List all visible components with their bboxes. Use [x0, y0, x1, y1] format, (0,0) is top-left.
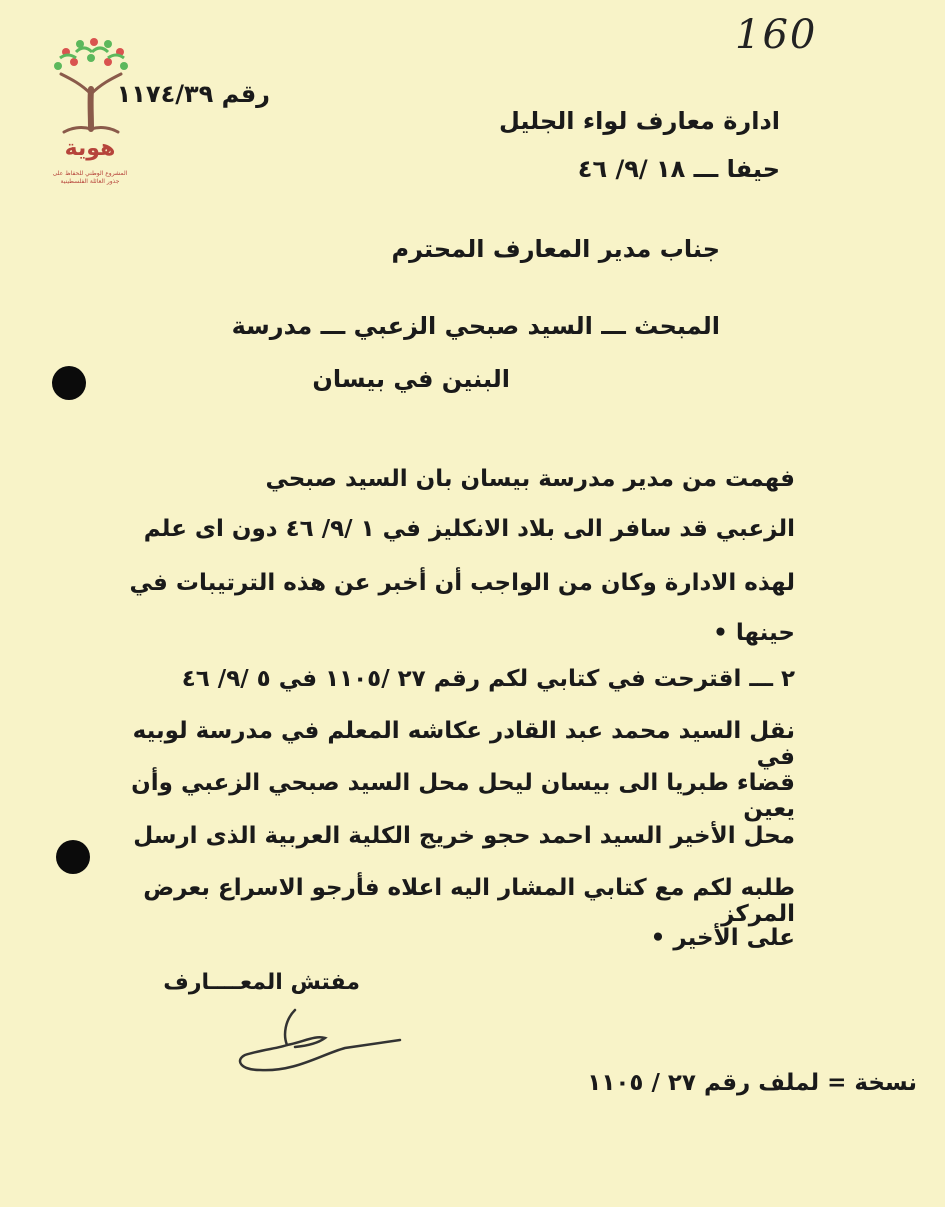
- logo-subtitle: المشروع الوطني للحفاظ على جذور العائلة الفلسطينية: [52, 170, 128, 185]
- subject-line-2: البنين في بيسان: [312, 365, 510, 393]
- hawiya-logo: [46, 34, 156, 204]
- body-line: حينها •: [713, 620, 795, 646]
- place-date: حيفا ـــ ١٨ /٩/ ٤٦: [577, 155, 780, 183]
- body-line: لهذه الادارة وكان من الواجب أن أخبر عن هذه الترتيبات في: [129, 570, 795, 596]
- logo-wordmark: هوية: [64, 136, 116, 161]
- office-header: ادارة معارف لواء الجليل: [498, 107, 780, 135]
- body-line: قضاء طبريا الى بيسان ليحل محل السيد صبحي الزعبي وأن يعين: [131, 770, 795, 822]
- signatory-title: مفتش المعــــارف: [163, 970, 360, 995]
- handwritten-signature: [225, 1000, 405, 1080]
- copy-to-file-line: نسخة = لملف رقم ٢٧ / ١١٠٥: [587, 1070, 917, 1096]
- body-line: ٢ ـــ اقترحت في كتابي لكم رقم ٢٧ /١١٠٥ في ٥ /٩/ ٤٦: [181, 666, 795, 692]
- body-line: محل الأخير السيد احمد حجو خريج الكلية العربية الذى ارسل: [133, 823, 795, 849]
- folio-number: 160: [735, 12, 818, 58]
- body-line: نقل السيد محمد عبد القادر عكاشه المعلم في مدرسة لوبيه في: [132, 718, 795, 770]
- punch-hole: [52, 366, 86, 400]
- punch-hole: [56, 840, 90, 874]
- body-line: طلبه لكم مع كتابي المشار اليه اعلاه فأرجو الاسراع بعرض المركز: [143, 875, 795, 927]
- body-line: الزعبي قد سافر الى بلاد الانكليز في ١ /٩/ ٤٦ دون اى علم: [143, 516, 795, 542]
- body-line: على الأخير •: [650, 925, 795, 951]
- salutation: جناب مدير المعارف المحترم: [391, 235, 720, 263]
- reference-number: رقم ١١٧٤/٣٩: [116, 80, 270, 108]
- subject-line-1: المبحث ـــ السيد صبحي الزعبي ـــ مدرسة: [231, 312, 720, 340]
- body-line: فهمت من مدير مدرسة بيسان بان السيد صبحي: [265, 466, 795, 492]
